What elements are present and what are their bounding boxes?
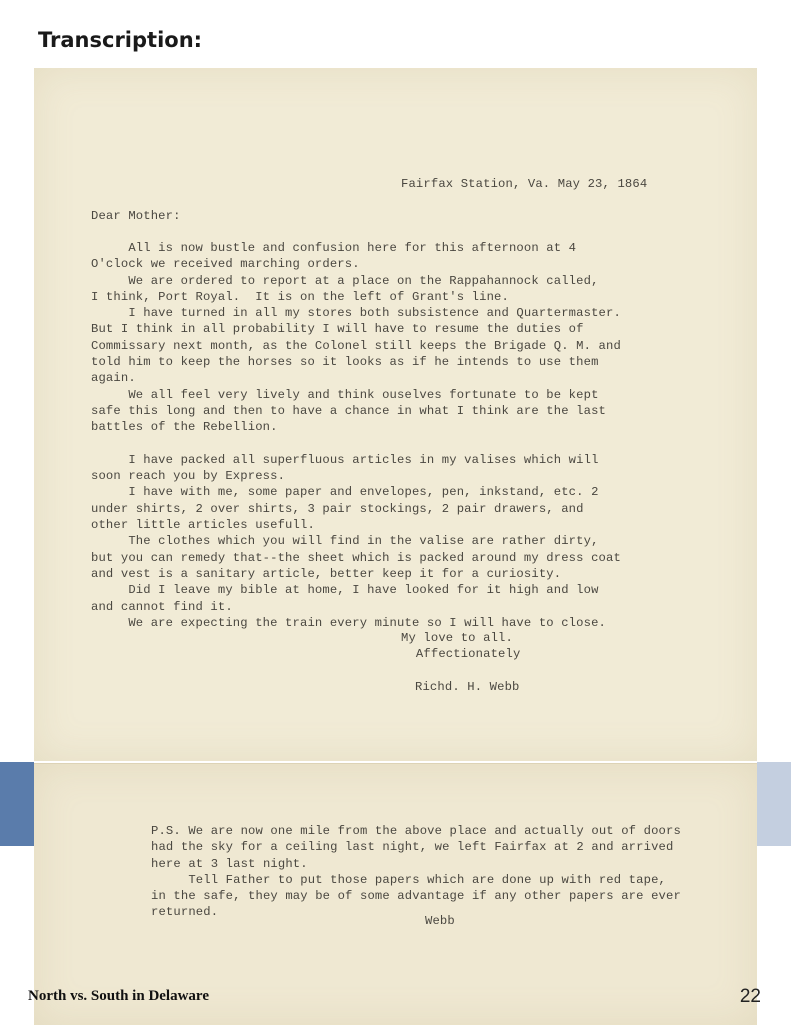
footer-title: North vs. South in Delaware (28, 988, 209, 1004)
text-line: again. (91, 371, 136, 386)
letter-closing (401, 630, 520, 663)
text-line: safe this long and then to have a chance in what I think are the last (91, 403, 606, 418)
text-line: Affectionately (401, 647, 521, 662)
text-line: All is now bustle and confusion here for this afternoon at 4 (91, 241, 577, 255)
text-line: here at 3 last night. (151, 856, 308, 871)
text-line: but you can remedy that--the sheet which is packed around my dress coat (91, 550, 621, 565)
text-line: My love to all. (401, 631, 513, 645)
postscript-body (151, 823, 681, 921)
text-line: in the safe, they may be of some advantage if any other papers are ever (151, 889, 681, 904)
text-line: returned. (151, 905, 219, 920)
letter-page (34, 68, 757, 761)
text-line: told him to keep the horses so it looks as if he intends to use them (91, 355, 599, 370)
text-line: But I think in all probability I will have to resume the duties of (91, 322, 584, 337)
text-line: Tell Father to put those papers which are done up with red tape, (151, 872, 666, 887)
postscript-page (34, 763, 757, 1025)
text-line: Commissary next month, as the Colonel still keeps the Brigade Q. M. and (91, 338, 621, 353)
text-line: soon reach you by Express. (91, 469, 286, 484)
text-line: P.S. We are now one mile from the above place and actually out of doors (151, 824, 681, 838)
text-line: battles of the Rebellion. (91, 420, 278, 435)
text-line: and vest is a sanitary article, better keep it for a curiosity. (91, 566, 562, 581)
text-line: We all feel very lively and think ouselves fortunate to be kept (91, 387, 599, 402)
text-line: We are ordered to report at a place on the Rappahannock called, (91, 273, 599, 288)
postscript-signature: Webb (425, 914, 455, 928)
letter-salutation: Dear Mother: (91, 209, 181, 223)
page-heading: Transcription: (38, 28, 203, 52)
text-line: O'clock we received marching orders. (91, 257, 360, 272)
text-line: under shirts, 2 over shirts, 3 pair stockings, 2 pair drawers, and (91, 501, 584, 516)
letter-place-date: Fairfax Station, Va. May 23, 1864 (401, 177, 648, 191)
text-line (91, 436, 621, 452)
right-accent-band (757, 762, 791, 846)
text-line: The clothes which you will find in the valise are rather dirty, (91, 534, 599, 549)
text-line: We are expecting the train every minute so I will have to close. (91, 615, 606, 630)
letter-body (91, 240, 621, 631)
text-line: other little articles usefull. (91, 518, 315, 533)
text-line: I have packed all superfluous articles in my valises which will (91, 452, 599, 467)
text-line: had the sky for a ceiling last night, we left Fairfax at 2 and arrived (151, 840, 674, 855)
text-line: I have turned in all my stores both subsistence and Quartermaster. (91, 306, 621, 321)
letter-signature: Richd. H. Webb (415, 680, 520, 694)
text-line: Did I leave my bible at home, I have looked for it high and low (91, 583, 599, 598)
left-accent-band (0, 762, 34, 846)
text-line: I have with me, some paper and envelopes, pen, inkstand, etc. 2 (91, 485, 599, 500)
text-line: I think, Port Royal. It is on the left of Grant's line. (91, 289, 509, 304)
page-number: 22 (739, 986, 761, 1007)
text-line: and cannot find it. (91, 599, 233, 614)
